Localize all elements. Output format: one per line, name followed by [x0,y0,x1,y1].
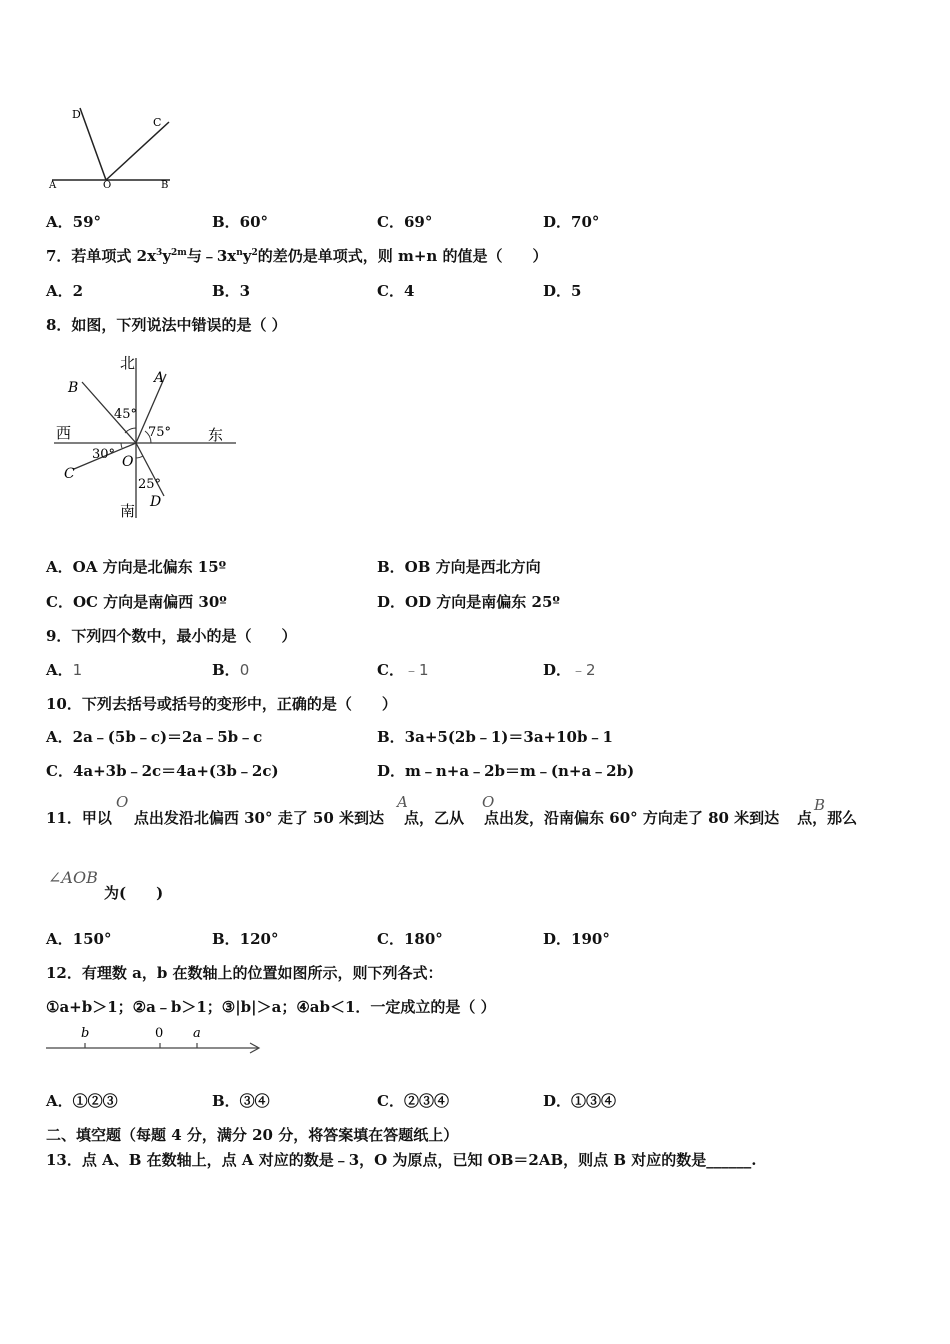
q9-option-c: C．﹣1 [377,661,429,679]
q6-option-c: C．69° [377,213,433,231]
q11-option-d: D．190° [543,930,610,948]
label-a: A [49,180,57,191]
q11-symbol-b: B [814,796,826,814]
q13-stem: 13．点 A、B 在数轴上，点 A 对应的数是﹣3，O 为原点，已知 OB＝2AB，则点 B 对应的数是______. [46,1151,757,1169]
q9-stem: 9．下列四个数中，最小的是（ ） [46,627,297,645]
q11-symbol-o2: O [482,793,495,811]
q10-option-c: C．4a+3b﹣2c＝4a+(3b﹣2c) [46,762,279,780]
label-c: C [153,116,162,129]
q9-option-a: A．1 [46,661,83,679]
label-b: B [161,180,169,191]
label-30: 30° [92,447,116,462]
q7-option-d: D．5 [543,282,582,300]
label-o: O [103,180,112,191]
label-a: a [193,1026,201,1041]
label-25: 25° [138,477,162,492]
q7-option-c: C．4 [377,282,415,300]
q11-symbol-a: A [397,793,408,811]
label-45: 45° [114,407,138,422]
q9-option-d: D．﹣2 [543,661,596,679]
ray-oc [106,122,169,180]
arc-25 [136,456,143,458]
label-c: C [64,466,75,482]
label-zero: 0 [155,1026,164,1041]
q11-option-c: C．180° [377,930,443,948]
q12-option-b: B．③④ [212,1092,270,1110]
q7-option-b: B．3 [212,282,251,300]
compass-figure [50,348,245,523]
q6-option-d: D．70° [543,213,600,231]
number-line-figure [44,1022,266,1058]
q7-option-a: A．2 [46,282,84,300]
label-o: O [122,454,134,470]
q10-option-d: D．m﹣n+a﹣2b＝m﹣(n+a﹣2b) [377,762,635,780]
q11-symbol-o1: O [116,793,129,811]
q10-stem: 10．下列去括号或括号的变形中，正确的是（ ） [46,695,397,713]
q8-option-a: A．OA 方向是北偏东 15º [46,558,227,576]
q10-option-b: B．3a+5(2b﹣1)＝3a+10b﹣1 [377,728,613,746]
label-south: 南 [120,502,136,520]
q8-option-d: D．OD 方向是南偏东 25º [377,593,560,611]
label-north: 北 [120,354,136,372]
q11-stem: 11．甲以 点出发沿北偏西 30° 走了 50 米到达 点，乙从 点出发，沿南偏东 60° 方向走了 80 米到达 点，那么 [46,809,858,827]
q12-option-d: D．①③④ [543,1092,617,1110]
q6-option-b: B．60° [212,213,269,231]
q6-option-a: A．59° [46,213,102,231]
q12-stem: 12．有理数 a，b 在数轴上的位置如图所示，则下列各式： [46,964,443,982]
q12-items: ①a+b＞1；②a﹣b＞1；③|b|＞a；④ab＜1．一定成立的是（ ） [46,998,496,1016]
q11-option-b: B．120° [212,930,279,948]
q8-option-b: B．OB 方向是西北方向 [377,558,541,576]
q12-option-c: C．②③④ [377,1092,449,1110]
q11-angle-aob: ∠AOB [48,868,98,887]
label-a: A [154,370,165,386]
q12-option-a: A．①②③ [46,1092,118,1110]
q7-stem: 7．若单项式 $2x^3y^{2m}$与$﹣3x^ny^2$的差仍是单项式，则 m+n 的值是（ ） [46,247,548,265]
q11-stem-end: 为( ) [104,884,164,902]
ray-od [80,108,106,180]
q8-option-c: C．OC 方向是南偏西 30º [46,593,227,611]
label-75: 75° [148,425,172,440]
label-d: D [72,108,81,121]
label-west: 西 [56,424,72,442]
section-2-heading: 二、填空题（每题 4 分，满分 20 分，将答案填在答题纸上） [46,1126,459,1144]
q8-stem: 8．如图，下列说法中错误的是（ ） [46,316,287,334]
arc-30 [121,443,122,448]
label-b: B [68,380,79,396]
label-east: 东 [208,426,224,444]
q9-option-b: B．0 [212,661,250,679]
label-d: D [150,494,162,510]
q11-option-a: A．150° [46,930,112,948]
label-b: b [81,1026,90,1041]
q10-option-a: A．2a﹣(5b﹣c)＝2a﹣5b﹣c [46,728,263,746]
angle-figure [44,100,184,192]
